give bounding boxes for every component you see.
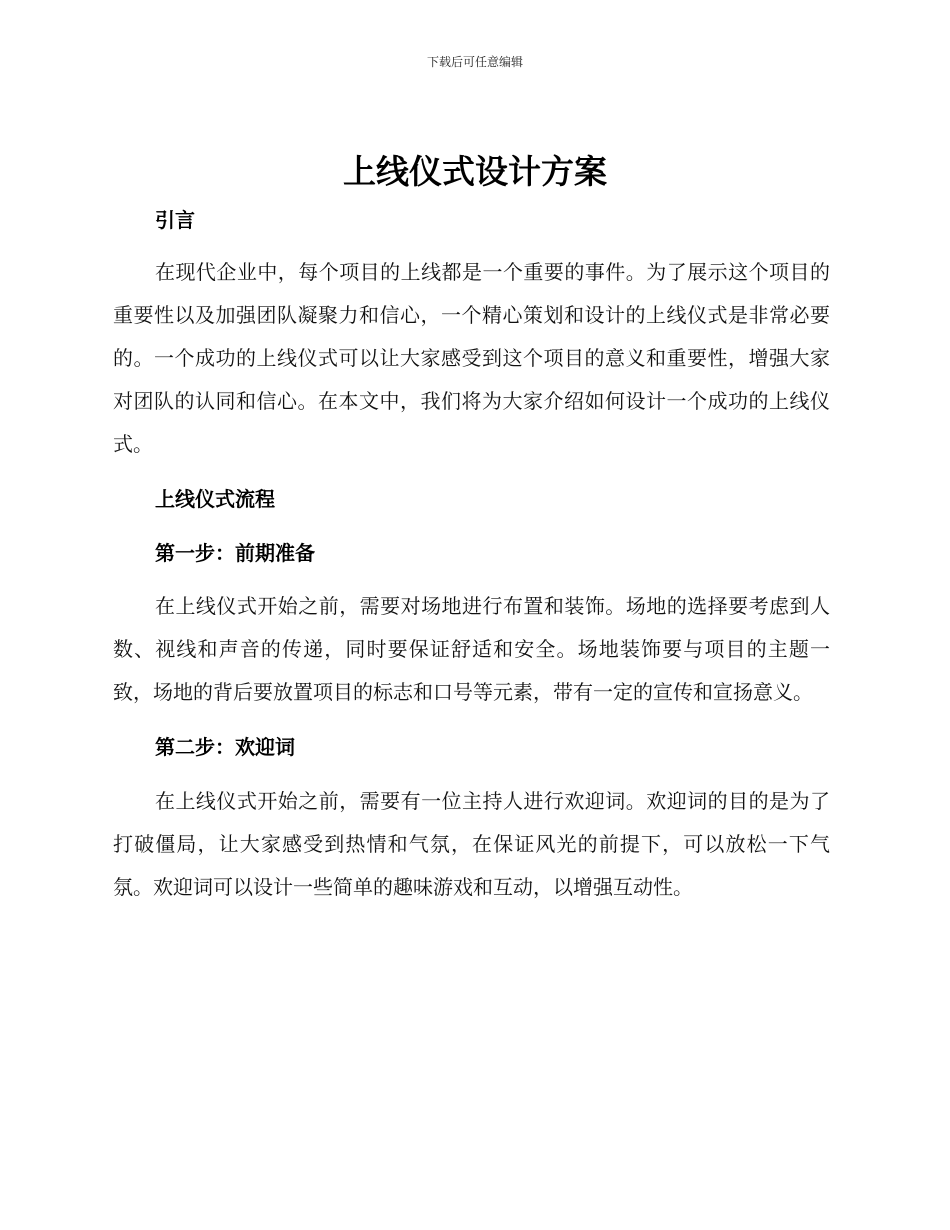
document-body <box>113 200 830 909</box>
subheading-step-1: 第一步：前期准备 <box>155 541 315 565</box>
section-heading-intro: 引言 <box>155 208 195 232</box>
document-title: 上线仪式设计方案 <box>343 152 607 191</box>
paragraph-step-2: 在上线仪式开始之前，需要有一位主持人进行欢迎词。欢迎词的目的是为了打破僵局，让大家感受到热情和气氛，在保证风光的前提下，可以放松一下气氛。欢迎词可以设计一些简单的趣味游戏和互动，以增强互动性。 <box>113 789 830 899</box>
subheading-step-2: 第二步：欢迎词 <box>155 735 295 759</box>
page-header-note: 下载后可任意编辑 <box>426 55 523 69</box>
paragraph-intro: 在现代企业中，每个项目的上线都是一个重要的事件。为了展示这个项目的重要性以及加强团队凝聚力和信心，一个精心策划和设计的上线仪式是非常必要的。一个成功的上线仪式可以让大家感受到这个项目的意义和重要性，增强大家对团队的认同和信心。在本文中，我们将为大家介绍如何设计一个成功的上线仪式。 <box>113 260 830 456</box>
section-heading-flow: 上线仪式流程 <box>155 487 275 511</box>
paragraph-step-1: 在上线仪式开始之前，需要对场地进行布置和装饰。场地的选择要考虑到人数、视线和声音的传递，同时要保证舒适和安全。场地装饰要与项目的主题一致，场地的背后要放置项目的标志和口号等元素，带有一定的宣传和宣扬意义。 <box>113 594 830 704</box>
